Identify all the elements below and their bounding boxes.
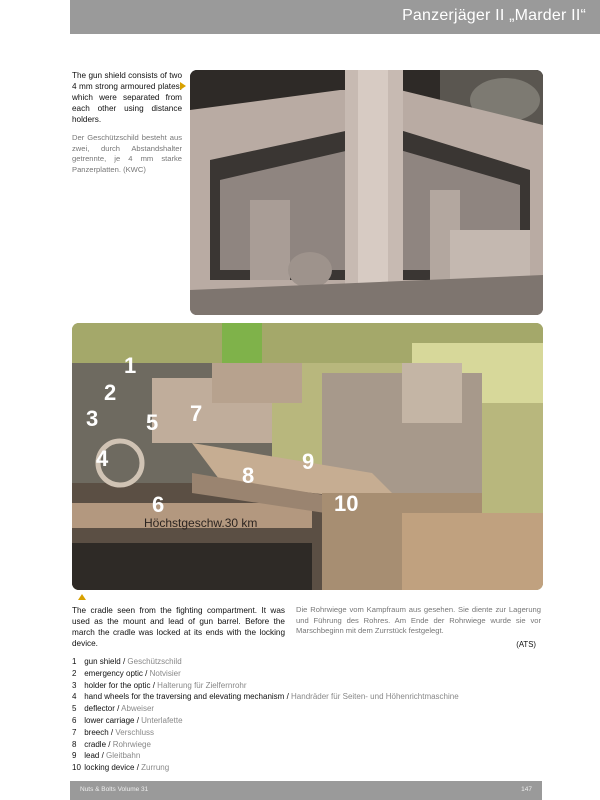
callout-label-3: 3 bbox=[86, 406, 99, 431]
legend-de: Gleitbahn bbox=[106, 751, 141, 761]
legend-item bbox=[72, 680, 542, 692]
photo1-caption-de: Der Geschützschild besteht aus zwei, durch Abstandshalter getrennte, je 4 mm starke Panzerplatten. (KWC) bbox=[72, 133, 182, 174]
legend-en: locking device bbox=[84, 763, 135, 773]
legend-separator: / bbox=[114, 704, 122, 714]
page-title: Panzerjäger II „Marder II“ bbox=[402, 7, 586, 24]
legend-list bbox=[72, 656, 542, 774]
legend-item bbox=[72, 750, 542, 762]
legend-en: deflector bbox=[84, 704, 115, 714]
callout-label-5: 5 bbox=[146, 410, 159, 435]
page-number: 147 bbox=[521, 786, 532, 793]
legend-en: breech bbox=[84, 727, 109, 737]
callout-label-8: 8 bbox=[242, 463, 255, 488]
photo-credit: (ATS) bbox=[516, 640, 536, 649]
legend-number: 5 bbox=[72, 704, 77, 714]
legend-separator: / bbox=[134, 763, 142, 773]
callout-label-10: 10 bbox=[334, 491, 359, 516]
legend-separator: / bbox=[99, 751, 107, 761]
pointer-up-icon bbox=[78, 594, 86, 600]
legend-en: emergency optic bbox=[84, 668, 143, 678]
cradle-photo bbox=[72, 323, 543, 590]
legend-separator: / bbox=[142, 668, 150, 678]
legend-de: Rohrwiege bbox=[112, 739, 151, 749]
legend-item bbox=[72, 703, 542, 715]
legend-de: Handräder für Seiten- und Höhenrichtmaschine bbox=[291, 692, 459, 702]
legend-number: 6 bbox=[72, 715, 77, 725]
legend-en: holder for the optic bbox=[84, 680, 151, 690]
photo1-caption-en: The gun shield consists of two 4 mm strong armoured plates, which were separated from each other using distance holders. bbox=[72, 71, 182, 124]
photo2-caption-de: Die Rohrwiege vom Kampfraum aus gesehen. Sie diente zur Lagerung und Führung des Rohres. Am Ende der Rohrwiege wurde sie vor Marschbeginn mit dem Zurrstück festgelegt. bbox=[296, 605, 541, 635]
legend-separator: / bbox=[284, 692, 292, 702]
legend-item bbox=[72, 739, 542, 751]
callout-label-9: 9 bbox=[302, 449, 315, 474]
stencil-text: Höchstgeschw.30 km bbox=[144, 516, 258, 530]
legend-number: 3 bbox=[72, 680, 77, 690]
legend-number: 9 bbox=[72, 751, 77, 761]
legend-number: 8 bbox=[72, 739, 77, 749]
legend-number: 10 bbox=[72, 763, 81, 773]
legend-separator: / bbox=[134, 715, 142, 725]
legend-de: Abweiser bbox=[121, 704, 155, 714]
callout-label-1: 1 bbox=[124, 353, 137, 378]
legend-number: 7 bbox=[72, 727, 77, 737]
legend-de: Geschützschild bbox=[127, 657, 182, 666]
photo2-caption-en: The cradle seen from the fighting compartment. It was used as the mount and lead of gun barrel. Before the march the cradle was locked at its ends with the locking device. bbox=[72, 606, 285, 648]
legend-de: Unterlafette bbox=[141, 715, 183, 725]
legend-de: Verschluss bbox=[115, 727, 155, 737]
legend-separator: / bbox=[150, 680, 158, 690]
callout-label-6: 6 bbox=[152, 492, 165, 517]
footer-bar bbox=[70, 781, 542, 800]
legend-item bbox=[72, 762, 542, 774]
pointer-right-icon bbox=[180, 82, 186, 90]
legend-item bbox=[72, 727, 542, 739]
callout-label-4: 4 bbox=[96, 446, 109, 471]
callout-label-2: 2 bbox=[104, 380, 117, 405]
legend-separator: / bbox=[120, 657, 128, 666]
legend-item bbox=[72, 656, 542, 668]
footer-publication: Nuts & Bolts Volume 31 bbox=[80, 786, 149, 793]
callout-label-7: 7 bbox=[190, 401, 203, 426]
legend-item bbox=[72, 715, 542, 727]
legend-de: Zurrung bbox=[141, 763, 170, 773]
legend-number: 2 bbox=[72, 668, 77, 678]
legend-separator: / bbox=[106, 739, 113, 749]
legend-en: lower carriage bbox=[84, 715, 135, 725]
legend-de: Notvisier bbox=[149, 668, 181, 678]
legend-en: gun shield bbox=[84, 657, 121, 666]
legend-en: cradle bbox=[84, 739, 107, 749]
legend-item bbox=[72, 668, 542, 680]
legend-item bbox=[72, 691, 542, 703]
legend-de: Halterung für Zielfernrohr bbox=[157, 680, 247, 690]
header-bar bbox=[70, 0, 600, 34]
legend-separator: / bbox=[108, 727, 116, 737]
legend-number: 1 bbox=[72, 657, 77, 666]
legend-en: hand wheels for the traversing and elevating mechanism bbox=[84, 692, 285, 702]
legend-en: lead bbox=[84, 751, 100, 761]
gun-shield-photo bbox=[190, 70, 543, 315]
legend-number: 4 bbox=[72, 692, 77, 702]
